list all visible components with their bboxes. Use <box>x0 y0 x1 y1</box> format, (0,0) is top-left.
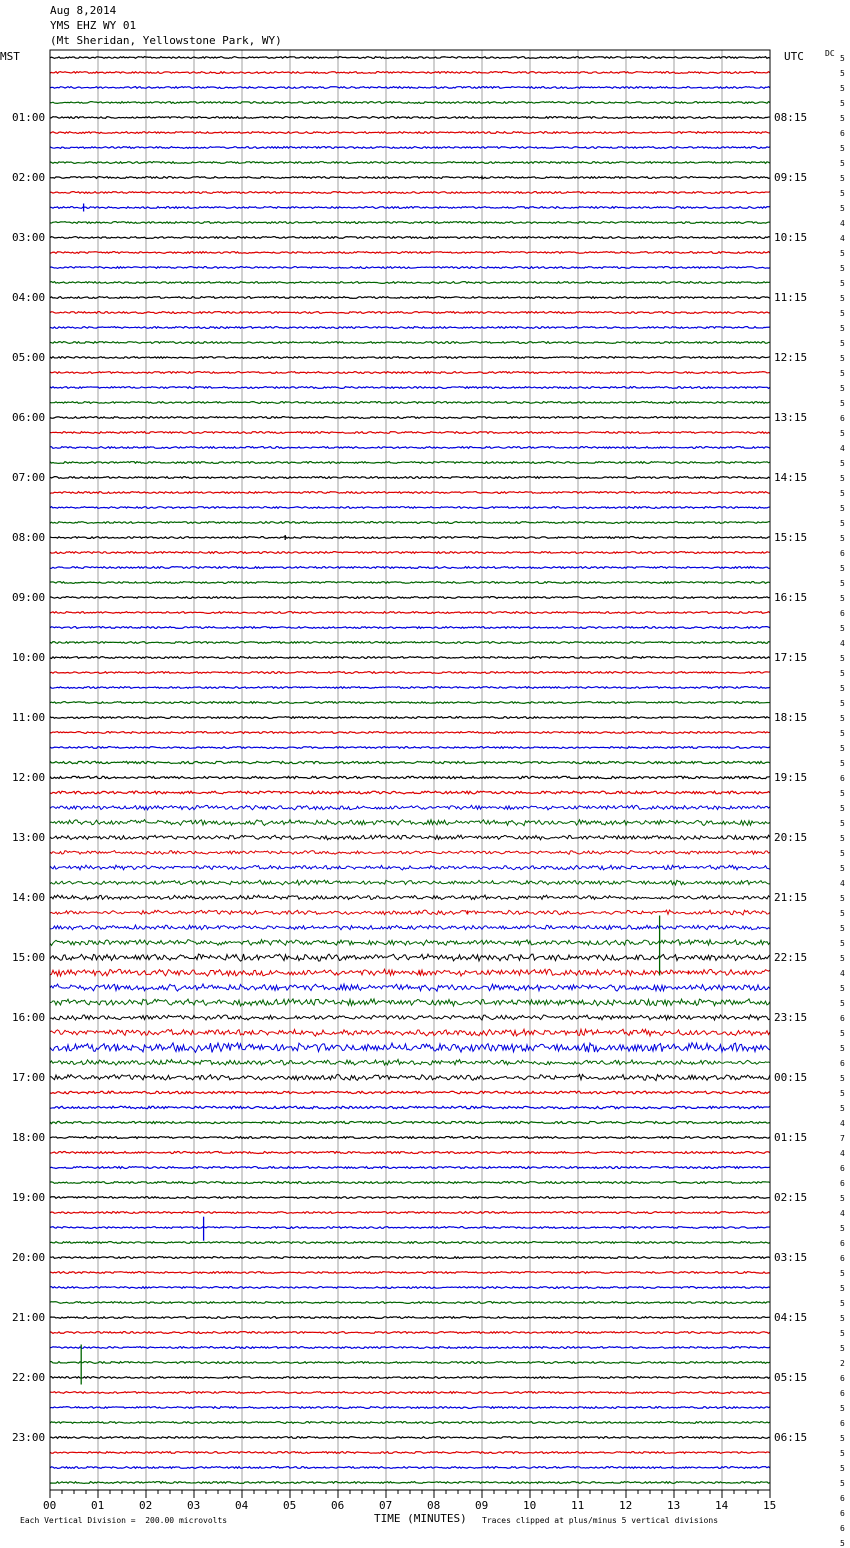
dc-offset-label: 6 <box>840 1523 845 1533</box>
dc-offset-label: 5 <box>840 278 845 288</box>
x-tick-label: 00 <box>43 1499 57 1512</box>
trace-row-59 <box>50 940 770 946</box>
dc-offset-label: 5 <box>840 1478 845 1488</box>
trace-row-86 <box>50 1347 770 1349</box>
trace-row-43 <box>50 702 770 704</box>
minute-gridlines <box>98 50 722 1490</box>
right-hour-label: 23:15 <box>774 1010 808 1024</box>
dc-offset-label: 4 <box>840 878 845 888</box>
right-hour-label: 09:15 <box>774 170 808 184</box>
dc-offset-label: 6 <box>840 1388 845 1398</box>
dc-offset-label: 5 <box>840 1073 845 1083</box>
scale-note: Each Vertical Division = 200.00 microvolts <box>20 1516 228 1525</box>
right-hour-label: 10:15 <box>774 230 808 244</box>
dc-offset-label: 6 <box>840 608 845 618</box>
trace-row-15 <box>50 282 770 284</box>
trace-row-25 <box>50 432 770 434</box>
trace-row-51 <box>50 820 770 826</box>
dc-offset-label: 5 <box>840 293 845 303</box>
left-hour-label: 16:00 <box>12 1010 46 1024</box>
x-tick-label: 08 <box>427 1499 441 1512</box>
dc-offset-label: 5 <box>840 818 845 828</box>
trace-rows <box>50 57 770 1484</box>
left-hour-label: 05:00 <box>12 350 46 364</box>
right-hour-label: 12:15 <box>774 350 808 364</box>
dc-offset-label: 7 <box>840 1133 845 1143</box>
dc-offset-label: 6 <box>840 1253 845 1263</box>
trace-row-26 <box>50 447 770 449</box>
dc-offset-label: 5 <box>840 83 845 93</box>
left-hour-label: 17:00 <box>12 1070 46 1084</box>
dc-offset-label: 5 <box>840 728 845 738</box>
dc-offset-label: 6 <box>840 1163 845 1173</box>
x-tick-label: 10 <box>523 1499 537 1512</box>
dc-offset-label: 4 <box>840 968 845 978</box>
trace-row-35 <box>50 582 770 584</box>
trace-row-55 <box>50 880 770 885</box>
trace-row-18 <box>50 327 770 329</box>
dc-offset-label: 5 <box>840 848 845 858</box>
dc-offset-label: 5 <box>840 173 845 183</box>
dc-offset-label: 5 <box>840 1433 845 1443</box>
dc-offset-label: 5 <box>840 668 845 678</box>
dc-offset-label: 5 <box>840 713 845 723</box>
dc-offset-label: 5 <box>840 98 845 108</box>
trace-row-34 <box>50 567 770 569</box>
trace-row-70 <box>50 1106 770 1109</box>
dc-offset-label: 5 <box>840 458 845 468</box>
right-hour-label: 11:15 <box>774 290 808 304</box>
x-tick-label: 09 <box>475 1499 489 1512</box>
trace-row-17 <box>50 312 770 314</box>
dc-offset-label: 5 <box>840 953 845 963</box>
dc-offset-label: 5 <box>840 698 845 708</box>
trace-row-81 <box>50 1272 770 1274</box>
right-hour-label: 04:15 <box>774 1310 808 1324</box>
dc-offset-label: 5 <box>840 1223 845 1233</box>
dc-offset-label: 5 <box>840 983 845 993</box>
dc-offset-label: 6 <box>840 1493 845 1503</box>
dc-offset-label: 5 <box>840 1463 845 1473</box>
trace-row-95 <box>50 1482 770 1484</box>
dc-offset-label: 5 <box>840 473 845 483</box>
left-hour-label: 03:00 <box>12 230 46 244</box>
right-hour-label: 00:15 <box>774 1070 808 1084</box>
trace-row-57 <box>50 910 770 915</box>
x-tick-label: 06 <box>331 1499 345 1512</box>
dc-offset-label: 2 <box>840 1358 845 1368</box>
trace-row-8 <box>50 177 770 179</box>
trace-row-37 <box>50 612 770 614</box>
dc-offset-label: 5 <box>840 1343 845 1353</box>
trace-row-33 <box>50 552 770 554</box>
dc-offset-label: 5 <box>840 1103 845 1113</box>
trace-row-29 <box>50 492 770 494</box>
trace-row-67 <box>50 1059 770 1065</box>
trace-row-11 <box>50 222 770 224</box>
left-hour-label: 09:00 <box>12 590 46 604</box>
date-title: Aug 8,2014 <box>50 4 117 17</box>
clip-note: Traces clipped at plus/minus 5 vertical divisions <box>482 1516 719 1525</box>
dc-offset-label: 6 <box>840 128 845 138</box>
dc-offset-label: 4 <box>840 1208 845 1218</box>
trace-row-39 <box>50 642 770 644</box>
trace-row-12 <box>50 237 770 239</box>
dc-offset-label: 5 <box>840 398 845 408</box>
dc-offset-label: 5 <box>840 893 845 903</box>
x-axis-label: TIME (MINUTES) <box>374 1512 467 1525</box>
trace-row-9 <box>50 192 770 194</box>
dc-offset-label: 4 <box>840 218 845 228</box>
dc-offset-label: 5 <box>840 938 845 948</box>
x-tick-label: 14 <box>715 1499 729 1512</box>
trace-row-73 <box>50 1152 770 1154</box>
trace-row-72 <box>50 1137 770 1139</box>
dc-offset-label: 5 <box>840 1088 845 1098</box>
left-hour-label: 23:00 <box>12 1430 46 1444</box>
dc-offset-label: 5 <box>840 1043 845 1053</box>
trace-row-41 <box>50 672 770 674</box>
right-hour-label: 08:15 <box>774 110 808 124</box>
dc-offset-label: 6 <box>840 1178 845 1188</box>
x-tick-label: 03 <box>187 1499 201 1512</box>
left-hour-label: 07:00 <box>12 470 46 484</box>
dc-offset-label: 6 <box>840 1058 845 1068</box>
dc-offset-label: 6 <box>840 413 845 423</box>
dc-offset-label: 5 <box>840 653 845 663</box>
trace-row-49 <box>50 791 770 794</box>
trace-row-68 <box>50 1074 770 1080</box>
dc-offset-label: 5 <box>840 593 845 603</box>
right-hour-label: 02:15 <box>774 1190 808 1204</box>
trace-row-62 <box>50 984 770 991</box>
left-hour-label: 13:00 <box>12 830 46 844</box>
left-hour-label: 10:00 <box>12 650 46 664</box>
trace-row-13 <box>50 252 770 254</box>
trace-row-90 <box>50 1407 770 1409</box>
dc-offset-label: 4 <box>840 1148 845 1158</box>
dc-offset-label: 5 <box>840 563 845 573</box>
left-hour-label: 04:00 <box>12 290 46 304</box>
x-tick-label: 11 <box>571 1499 585 1512</box>
dc-offset-label: 4 <box>840 1118 845 1128</box>
trace-row-22 <box>50 387 770 389</box>
trace-row-38 <box>50 627 770 629</box>
left-hour-label: 06:00 <box>12 410 46 424</box>
trace-row-30 <box>50 507 770 509</box>
mst-label: MST <box>0 50 20 63</box>
right-hour-label: 01:15 <box>774 1130 808 1144</box>
x-tick-label: 01 <box>91 1499 105 1512</box>
right-hour-label: 21:15 <box>774 890 808 904</box>
dc-offset-label: 6 <box>840 1013 845 1023</box>
x-tick-label: 13 <box>667 1499 681 1512</box>
trace-row-53 <box>50 851 770 855</box>
dc-offset-label: 5 <box>840 338 845 348</box>
dc-offset-label: 5 <box>840 578 845 588</box>
dc-offset-label: 5 <box>840 833 845 843</box>
trace-row-20 <box>50 357 770 359</box>
trace-row-58 <box>50 925 770 930</box>
dc-offset-label: 5 <box>840 143 845 153</box>
dc-offset-label: 5 <box>840 803 845 813</box>
x-axis-ticks <box>50 1490 770 1498</box>
left-hour-label: 21:00 <box>12 1310 46 1324</box>
x-tick-label: 02 <box>139 1499 153 1512</box>
dc-offset-label: 4 <box>840 443 845 453</box>
dc-label: DC <box>825 49 835 58</box>
trace-row-4 <box>50 117 770 119</box>
right-hour-label: 05:15 <box>774 1370 808 1384</box>
dc-offset-label: 5 <box>840 518 845 528</box>
trace-row-46 <box>50 747 770 749</box>
right-hour-label: 15:15 <box>774 530 808 544</box>
dc-offset-label: 5 <box>840 533 845 543</box>
dc-offset-label: 4 <box>840 638 845 648</box>
dc-offset-label: 5 <box>840 428 845 438</box>
trace-row-47 <box>50 761 770 763</box>
trace-row-27 <box>50 462 770 464</box>
left-hour-label: 20:00 <box>12 1250 46 1264</box>
dc-offset-label: 5 <box>840 788 845 798</box>
dc-offset-label: 6 <box>840 1238 845 1248</box>
left-hour-label: 18:00 <box>12 1130 46 1144</box>
x-tick-label: 04 <box>235 1499 249 1512</box>
dc-offset-label: 5 <box>840 758 845 768</box>
dc-offset-label: 5 <box>840 863 845 873</box>
x-tick-label: 07 <box>379 1499 393 1512</box>
right-hour-label: 13:15 <box>774 410 808 424</box>
left-hour-label: 15:00 <box>12 950 46 964</box>
trace-row-56 <box>50 895 770 900</box>
left-hour-label: 12:00 <box>12 770 46 784</box>
dc-offset-label: 5 <box>840 263 845 273</box>
trace-row-69 <box>50 1091 770 1094</box>
trace-row-82 <box>50 1287 770 1289</box>
left-hour-label: 11:00 <box>12 710 46 724</box>
trace-row-21 <box>50 372 770 374</box>
trace-row-24 <box>50 417 770 419</box>
trace-row-16 <box>50 297 770 299</box>
trace-row-7 <box>50 162 770 164</box>
dc-offset-label: 5 <box>840 323 845 333</box>
dc-offset-label: 5 <box>840 623 845 633</box>
dc-offset-label: 5 <box>840 1298 845 1308</box>
right-hour-label: 14:15 <box>774 470 808 484</box>
dc-offset-label: 5 <box>840 1028 845 1038</box>
trace-row-94 <box>50 1467 770 1469</box>
dc-offset-label: 6 <box>840 1418 845 1428</box>
trace-row-44 <box>50 717 770 719</box>
left-hour-label: 08:00 <box>12 530 46 544</box>
trace-row-88 <box>50 1377 770 1379</box>
dc-offset-label: 5 <box>840 503 845 513</box>
dc-offset-label: 5 <box>840 1313 845 1323</box>
dc-offset-label: 5 <box>840 383 845 393</box>
dc-offset-label: 6 <box>840 548 845 558</box>
trace-row-45 <box>50 732 770 734</box>
station-title: YMS EHZ WY 01 <box>50 19 137 32</box>
left-hour-label: 22:00 <box>12 1370 46 1384</box>
trace-row-80 <box>50 1257 770 1259</box>
dc-offset-label: 6 <box>840 773 845 783</box>
trace-row-91 <box>50 1422 770 1424</box>
trace-row-48 <box>50 776 770 778</box>
utc-label: UTC <box>784 50 804 63</box>
right-hour-label: 03:15 <box>774 1250 808 1264</box>
right-hour-label: 22:15 <box>774 950 808 964</box>
dc-offset-label: 5 <box>840 158 845 168</box>
dc-offset-label: 5 <box>840 113 845 123</box>
trace-row-52 <box>50 835 770 840</box>
trace-row-54 <box>50 865 770 870</box>
right-hour-label: 17:15 <box>774 650 808 664</box>
location-title: (Mt Sheridan, Yellowstone Park, WY) <box>50 34 282 47</box>
left-hour-label: 19:00 <box>12 1190 46 1204</box>
dc-offset-label: 5 <box>840 1328 845 1338</box>
left-hour-label: 01:00 <box>12 110 46 124</box>
dc-offset-label: 5 <box>840 488 845 498</box>
trace-row-75 <box>50 1182 770 1184</box>
trace-row-65 <box>50 1029 770 1036</box>
trace-row-14 <box>50 267 770 269</box>
trace-row-40 <box>50 657 770 659</box>
trace-row-6 <box>50 147 770 149</box>
trace-row-23 <box>50 402 770 404</box>
trace-row-0 <box>50 57 770 59</box>
dc-offset-label: 5 <box>840 683 845 693</box>
dc-offset-label: 5 <box>840 998 845 1008</box>
dc-offset-label: 6 <box>840 1508 845 1518</box>
right-hour-label: 18:15 <box>774 710 808 724</box>
dc-offset-label: 5 <box>840 923 845 933</box>
trace-row-87 <box>50 1362 770 1364</box>
trace-row-50 <box>50 805 770 810</box>
trace-row-93 <box>50 1452 770 1454</box>
trace-row-28 <box>50 477 770 479</box>
trace-row-66 <box>50 1043 770 1053</box>
trace-row-78 <box>50 1227 770 1229</box>
dc-offset-label: 5 <box>840 203 845 213</box>
dc-offset-label: 5 <box>840 308 845 318</box>
trace-row-74 <box>50 1167 770 1169</box>
left-hour-label: 02:00 <box>12 170 46 184</box>
trace-row-89 <box>50 1392 770 1394</box>
x-tick-label: 05 <box>283 1499 297 1512</box>
trace-row-10 <box>50 207 770 209</box>
dc-offset-label: 5 <box>840 353 845 363</box>
dc-offset-label: 5 <box>840 1403 845 1413</box>
dc-offset-label: 5 <box>840 368 845 378</box>
trace-row-19 <box>50 342 770 344</box>
trace-row-71 <box>50 1121 770 1123</box>
trace-row-79 <box>50 1242 770 1244</box>
right-hour-label: 06:15 <box>774 1430 808 1444</box>
trace-row-83 <box>50 1302 770 1304</box>
dc-offset-label: 5 <box>840 1193 845 1203</box>
x-tick-label: 12 <box>619 1499 633 1512</box>
trace-row-84 <box>50 1317 770 1319</box>
trace-row-77 <box>50 1212 770 1214</box>
dc-offset-label: 5 <box>840 908 845 918</box>
dc-offset-label: 5 <box>840 68 845 78</box>
right-hour-label: 16:15 <box>774 590 808 604</box>
trace-row-2 <box>50 87 770 89</box>
dc-offset-label: 5 <box>840 1268 845 1278</box>
trace-row-63 <box>50 999 770 1006</box>
dc-offset-label: 5 <box>840 1538 845 1548</box>
dc-offset-label: 5 <box>840 743 845 753</box>
trace-row-64 <box>50 1015 770 1020</box>
trace-row-36 <box>50 597 770 599</box>
x-tick-label: 15 <box>763 1499 777 1512</box>
dc-offset-label: 4 <box>840 233 845 243</box>
trace-row-60 <box>50 954 770 961</box>
trace-row-85 <box>50 1332 770 1334</box>
dc-offset-label: 5 <box>840 1448 845 1458</box>
trace-row-76 <box>50 1197 770 1199</box>
trace-row-1 <box>50 72 770 74</box>
trace-row-61 <box>50 969 770 976</box>
trace-row-5 <box>50 132 770 134</box>
left-hour-label: 14:00 <box>12 890 46 904</box>
dc-offset-label: 5 <box>840 53 845 63</box>
trace-row-92 <box>50 1437 770 1439</box>
trace-row-31 <box>50 522 770 524</box>
dc-offset-label: 6 <box>840 1373 845 1383</box>
trace-row-3 <box>50 102 770 104</box>
right-hour-label: 19:15 <box>774 770 808 784</box>
dc-offset-label: 5 <box>840 1283 845 1293</box>
trace-row-42 <box>50 687 770 689</box>
right-hour-label: 20:15 <box>774 830 808 844</box>
dc-offset-label: 5 <box>840 188 845 198</box>
dc-offset-label: 5 <box>840 248 845 258</box>
trace-row-32 <box>50 537 770 539</box>
